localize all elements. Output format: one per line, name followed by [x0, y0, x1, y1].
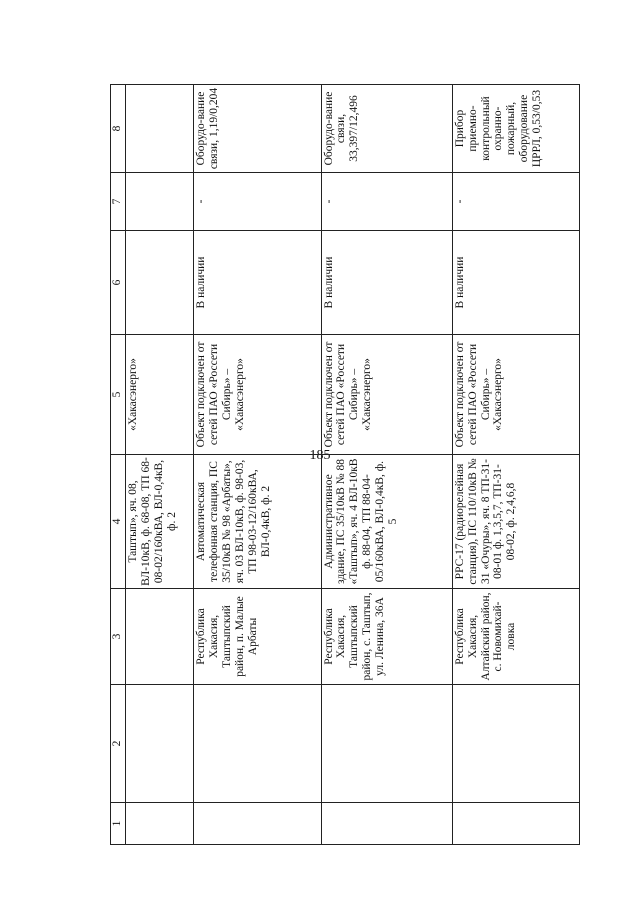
cell-availability: В наличии: [194, 231, 321, 335]
cell-address: Республика Хакасия, Таштыпский район, п. Малые Арбаты: [194, 589, 321, 685]
cell-connection: Объект подключен от сетей ПАО «Россети Сибирь» – «Хакасэнерго»: [321, 335, 452, 455]
cell-equipment: Прибор приемно-контрольный охранно-пожарный, оборудование ЦРРЛ, 0,53/0,53: [452, 85, 579, 173]
cell-availability: В наличии: [321, 231, 452, 335]
header-cell: 1: [111, 803, 126, 845]
cell-name: [126, 685, 194, 803]
header-cell: 2: [111, 685, 126, 803]
cell-number: [452, 803, 579, 845]
cell-number: [321, 803, 452, 845]
cell-object: Автоматическая телефонная станция, ПС 35/10кВ № 98 «Арбаты», яч. 03 ВЛ-10кВ, ф. 98-03, ТП 98-03-12/160кВА, ВЛ-0,4кВ, ф. 2: [194, 455, 321, 589]
table-row: [194, 85, 321, 845]
header-cell: 4: [111, 455, 126, 589]
table-row: [126, 85, 194, 845]
cell-equipment: Оборудо-вание связи, 33,397/12,496: [321, 85, 452, 173]
cell-col7: -: [321, 173, 452, 231]
header-cell: 7: [111, 173, 126, 231]
cell-object: Таштып», яч. 08, ВЛ-10кВ, ф. 68-08, ТП 68-08-02/160кВА, ВЛ-0,4кВ, ф. 2: [126, 455, 194, 589]
cell-number: [194, 803, 321, 845]
cell-number: [126, 803, 194, 845]
cell-name: [321, 685, 452, 803]
cell-address: [126, 589, 194, 685]
header-cell: 6: [111, 231, 126, 335]
cell-connection: Объект подключен от сетей ПАО «Россети Сибирь» – «Хакасэнерго»: [452, 335, 579, 455]
cell-col7: [126, 173, 194, 231]
cell-availability: В наличии: [452, 231, 579, 335]
cell-object: РРС-17 (радиорелейная станция), ПС 110/10кВ № 31 «Очуры», яч. 8 ТП-31-08-01 ф. 1,3,5,7, ТП-31-08-02, ф. 2,4,6,8: [452, 455, 579, 589]
cell-connection: Объект подключен от сетей ПАО «Россети Сибирь» – «Хакасэнерго»: [194, 335, 321, 455]
cell-connection: «Хакасэнерго»: [126, 335, 194, 455]
rotated-table-container: [110, 85, 580, 845]
data-table: [110, 84, 580, 845]
cell-equipment: Оборудо-вание связи, 1,19/0,204: [194, 85, 321, 173]
cell-equipment: [126, 85, 194, 173]
cell-availability: [126, 231, 194, 335]
cell-address: Республика Хакасия, Таштыпский район, с. Таштып, ул. Ленина, 36А: [321, 589, 452, 685]
cell-object: Административное здание, ПС 35/10кВ № 88 «Таштып», яч. 4 ВЛ-10кВ ф. 88-04, ТП 88-04-05/160кВА, ВЛ-0,4кВ, ф. 5: [321, 455, 452, 589]
table-header-row: [111, 85, 126, 845]
table-row: [321, 85, 452, 845]
cell-col7: -: [194, 173, 321, 231]
cell-col7: -: [452, 173, 579, 231]
cell-address: Республика Хакасия, Алтайский район, с. Новомихай-ловка: [452, 589, 579, 685]
table-row: [452, 85, 579, 845]
page-number: 185: [309, 448, 331, 463]
header-cell: 8: [111, 85, 126, 173]
header-cell: 5: [111, 335, 126, 455]
cell-name: [194, 685, 321, 803]
header-cell: 3: [111, 589, 126, 685]
cell-name: [452, 685, 579, 803]
